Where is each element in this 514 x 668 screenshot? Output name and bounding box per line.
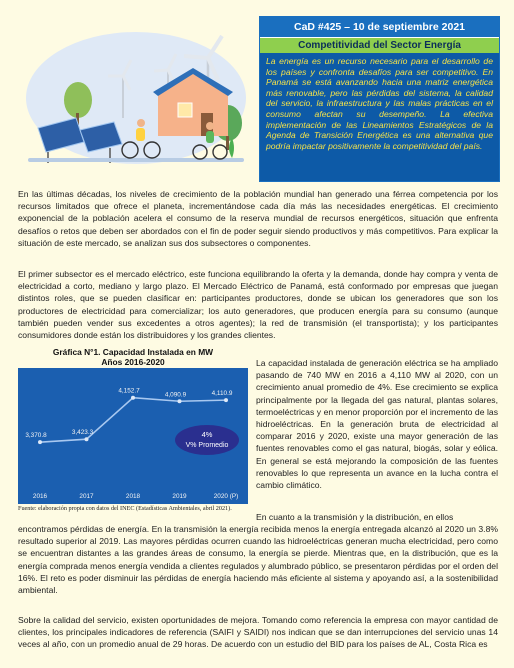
report-abstract: La energía es un recurso necesario para el desarrollo de los países y confronta desafíos para ser competitivo. En Panamá se está avanzando hacia una matriz energética más renovable, pero las pérdidas del sistema, la calidad del servicio, la infraestructura y las malas prácticas en el consumo afectan su desempeño. La efectiva implementación de las Lineamientos Estratégicos de la Agenda de Transición Energética es una alternativa que podría impactar positivamente la competitividad del país. [266, 56, 493, 151]
data-label: 4,152.7 [118, 387, 140, 395]
paragraph-transmission-start: En cuanto a la transmisión y la distribución, en ellos [256, 512, 454, 522]
data-point [38, 440, 42, 444]
data-point [131, 396, 135, 400]
report-header-box [259, 16, 500, 182]
data-label: 3,370.8 [25, 432, 47, 440]
data-label: 4,110.9 [211, 390, 233, 398]
energy-illustration [18, 18, 254, 178]
x-tick-label: 2020 (P) [213, 493, 239, 500]
report-title: Competitividad del Sector Energía [260, 38, 499, 53]
chart-source: Fuente: elaboración propia con datos del INEC (Estadísticas Ambientales, abril 2021). [18, 505, 232, 512]
x-tick-label: 2018 [125, 493, 141, 500]
paragraph-electric-market: El primer subsector es el mercado eléctrico, este funciona equilibrando la oferta y la demanda, donde hay compra y venta de electricidad a corto, mediano y largo plazo. El Mercado Eléctrico de Panamá, está conformado por empresas que juegan distintos roles, que se pueden clasificar en: participantes productores, donde se ubican los generadores que son los productores de electricidad para comercializar; los auto generadores, que producen energía para su consumo (aunque también pueden vender sus excedentes a otros agentes); la red de transmisión (el transportista); y los participantes consumidores donde están los distribuidores y los grandes clientes. [18, 269, 498, 341]
chart-title: Gráfica N°1. Capacidad Instalada en MW [52, 347, 214, 357]
chart-plot [18, 368, 248, 504]
paragraph-service-quality: Sobre la calidad del servicio, existen oportunidades de mejora. Tomando como referencia la empresa con mayor cantidad de clientes, los principales indicadores de referencia (SAIFI y SAIDI) nos indican que se dan interrupciones del servicio unas 14 veces al año, con un promedio anual de 29 horas. De acuerdo con un estudio del BID para los países de AL, Costa Rica es [18, 615, 498, 650]
x-tick-label: 2017 [79, 493, 94, 500]
data-label: 4,090.9 [164, 391, 187, 399]
chart-subtitle: Años 2016-2020 [101, 357, 165, 367]
paragraph-intro: En las últimas décadas, los niveles de crecimiento de la población mundial han generado una férrea competencia por los recursos limitados que ofrece el planeta, incrementándose cada día más las necesidades energéticas. El crecimiento exponencial de la población acelera el consumo de la reserva mundial de recursos energéticos, situación que enfrenta desafíos o retos que deben ser abordados con el fin de poder seguir siendo productivos y más competitivos. Para explicar la situación de este mercado, se analizan sus dos subsectores o componentes. [18, 189, 498, 248]
paragraph-transmission: encontramos pérdidas de energía. En la transmisión la energía recibida menos la energía entregada alcanzó al 2020 un 3.8% resultado superior al 2019. Las mayores pérdidas ocurren cuando las hidroeléctricas generan mucha electricidad, pero como se encuentran distantes a las grandes áreas de consumo, la energía se pierde. Mientras que, en la distribución, que es la energía comprada menos energía vendida a clientes regulados y alumbrado público, se presentaron pérdidas por el orden del 16%. El reto es poder disminuir las pérdidas de energía haciendo más eficiente al sistema y apoyando así, a la sostenibilidad ambiental. [18, 524, 498, 596]
badge-value: 4% [201, 430, 213, 439]
capacity-chart [18, 347, 248, 515]
badge-label: V% Promedio [185, 442, 229, 449]
x-tick-label: 2016 [32, 493, 48, 500]
data-point [85, 437, 89, 441]
paragraph-capacity: La capacidad instalada de generación eléctrica se ha ampliado pasando de 740 MW en 2016 a 4,110 MW al 2020, con un crecimiento anual promedio de 4%. Ese crecimiento se explica principalmente por la llegada del gas natural, plantas solares, termoeléctricas y en menor proporción por el incremento de las hidroeléctricas. En la generación bruta de electricidad al comparar 2016 y 2020, existe una mayor generación de las fuentes renovables como el gas natural, biogás, solar y eólica. En general se está mejorando la composición de las fuentes renovables lo que representa un avance en la lucha contra el cambio climático. [256, 358, 498, 491]
data-point [224, 398, 228, 402]
report-code: CaD #425 – 10 de septiembre 2021 [260, 17, 499, 38]
x-tick-label: 2019 [172, 493, 187, 500]
data-point [178, 399, 182, 403]
data-label: 3,423.3 [71, 429, 94, 437]
